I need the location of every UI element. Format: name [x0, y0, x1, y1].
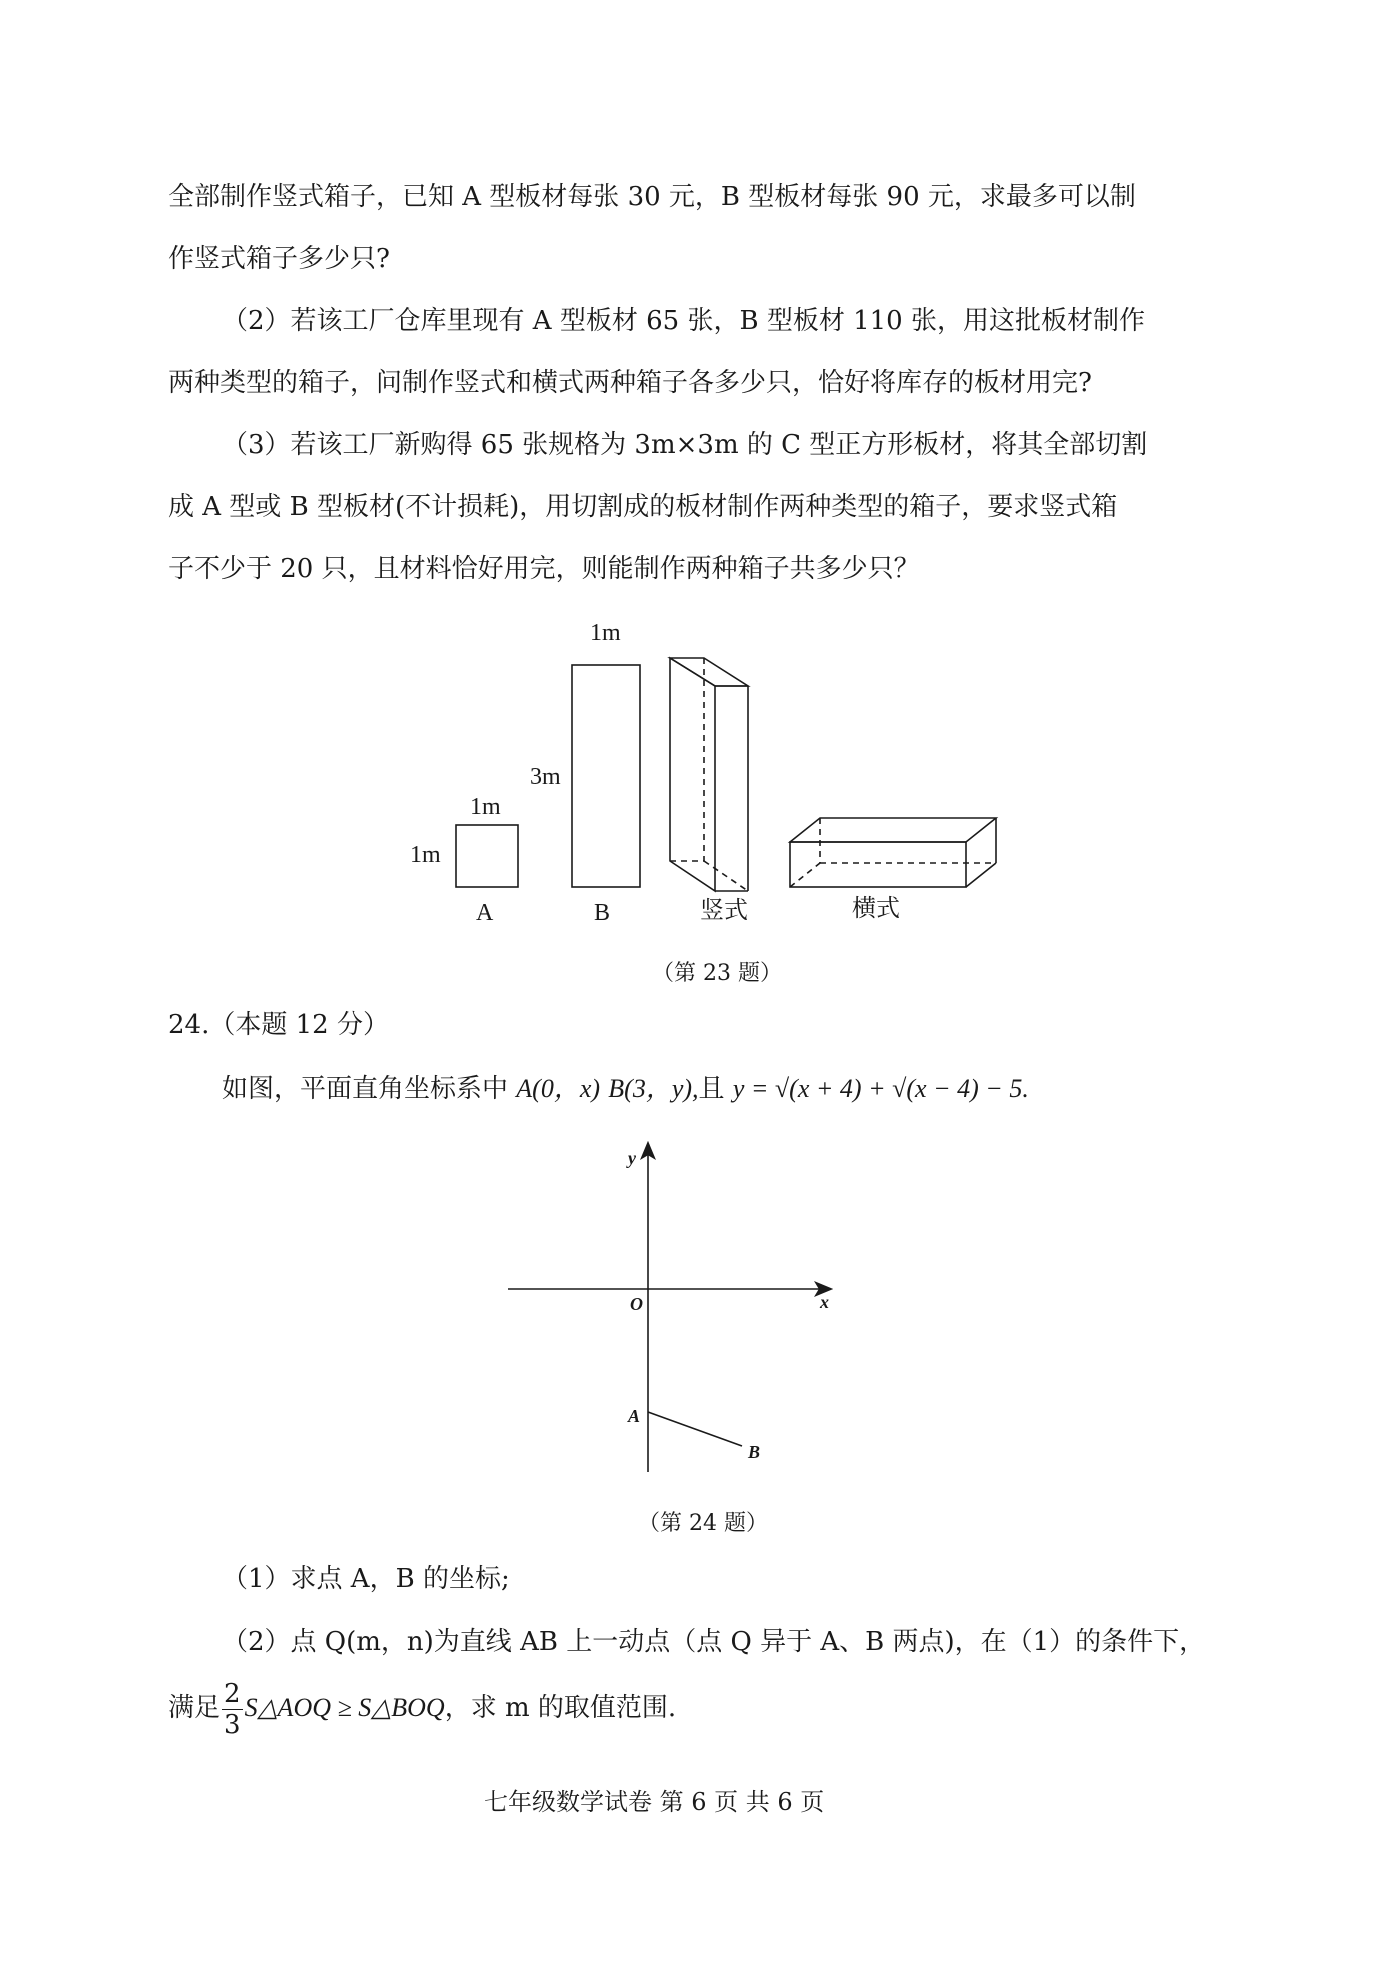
q23-part3-line-2: 成 A 型或 B 型板材(不计损耗)，用切割成的板材制作两种类型的箱子，要求竖式箱 [168, 492, 1118, 522]
q24-part2-line-1: （2）点 Q(m，n)为直线 AB 上一动点（点 Q 异于 A、B 两点)，在（1）的条件下， [222, 1627, 1206, 1657]
q23-figure-caption: （第 23 题） [652, 961, 782, 986]
board-b-side-label: 3m [530, 764, 561, 790]
q24-point-a: A(0，x) [516, 1074, 601, 1103]
q24-part2-suffix: ，求 m 的取值范围. [444, 1693, 677, 1723]
point-b-label: B [748, 1442, 761, 1462]
board-a-name: A [476, 900, 494, 926]
q24-intro-prefix: 如图，平面直角坐标系中 [222, 1074, 509, 1104]
horizontal-box-shape [790, 818, 996, 887]
q24-part1: （1）求点 A，B 的坐标; [222, 1564, 510, 1594]
q24-figure-caption: （第 24 题） [638, 1511, 768, 1536]
segment-ab [648, 1412, 742, 1446]
q23-part2-line-2: 两种类型的箱子，问制作竖式和横式两种箱子各多少只，恰好将库存的板材用完? [168, 368, 1092, 398]
vertical-box-shape [670, 658, 748, 891]
q24-point-b: B(3，y), [608, 1074, 699, 1103]
page-footer: 七年级数学试卷 第 6 页 共 6 页 [484, 1788, 825, 1816]
q23-part2-line-1: （2）若该工厂仓库里现有 A 型板材 65 张，B 型板材 110 张，用这批板材制作 [222, 306, 1145, 336]
board-a-top-label: 1m [470, 794, 501, 820]
q23-part3-line-3: 子不少于 20 只，且材料恰好用完，则能制作两种箱子共多少只？ [168, 554, 920, 584]
q23-text-line-2: 作竖式箱子多少只? [168, 244, 390, 274]
board-b-shape [572, 665, 640, 887]
area-inequality: S△AOQ ≥ S△BOQ [244, 1693, 445, 1722]
q24-part2-prefix: 满足 [168, 1693, 221, 1723]
board-b-top-label: 1m [590, 620, 621, 646]
q24-formula: y = √(x + 4) + √(x − 4) − 5. [732, 1074, 1029, 1103]
q23-text-line-1: 全部制作竖式箱子，已知 A 型板材每张 30 元，B 型板材每张 90 元，求最多可以制 [168, 182, 1136, 212]
q24-intro [222, 1072, 1029, 1106]
origin-label: O [630, 1294, 643, 1314]
q24-part2-line-2 [168, 1676, 676, 1740]
fraction-two-thirds [222, 1679, 243, 1740]
y-axis-label: y [628, 1148, 636, 1168]
board-a-shape [456, 825, 518, 887]
fraction-numerator: 2 [224, 1678, 241, 1709]
q24-formula-prefix: 且 [698, 1074, 725, 1104]
vertical-box-name: 竖式 [700, 898, 748, 924]
point-a-label: A [628, 1406, 641, 1426]
x-axis-label: x [820, 1292, 829, 1312]
board-b-name: B [594, 900, 611, 926]
board-a-side-label: 1m [410, 842, 441, 868]
q24-figure [0, 1120, 1390, 1500]
q24-header: 24.（本题 12 分） [168, 1010, 389, 1040]
q23-part3-line-1: （3）若该工厂新购得 65 张规格为 3m×3m 的 C 型正方形板材，将其全部切割 [222, 430, 1148, 460]
fraction-denominator: 3 [224, 1709, 241, 1740]
horizontal-box-name: 横式 [852, 896, 900, 922]
